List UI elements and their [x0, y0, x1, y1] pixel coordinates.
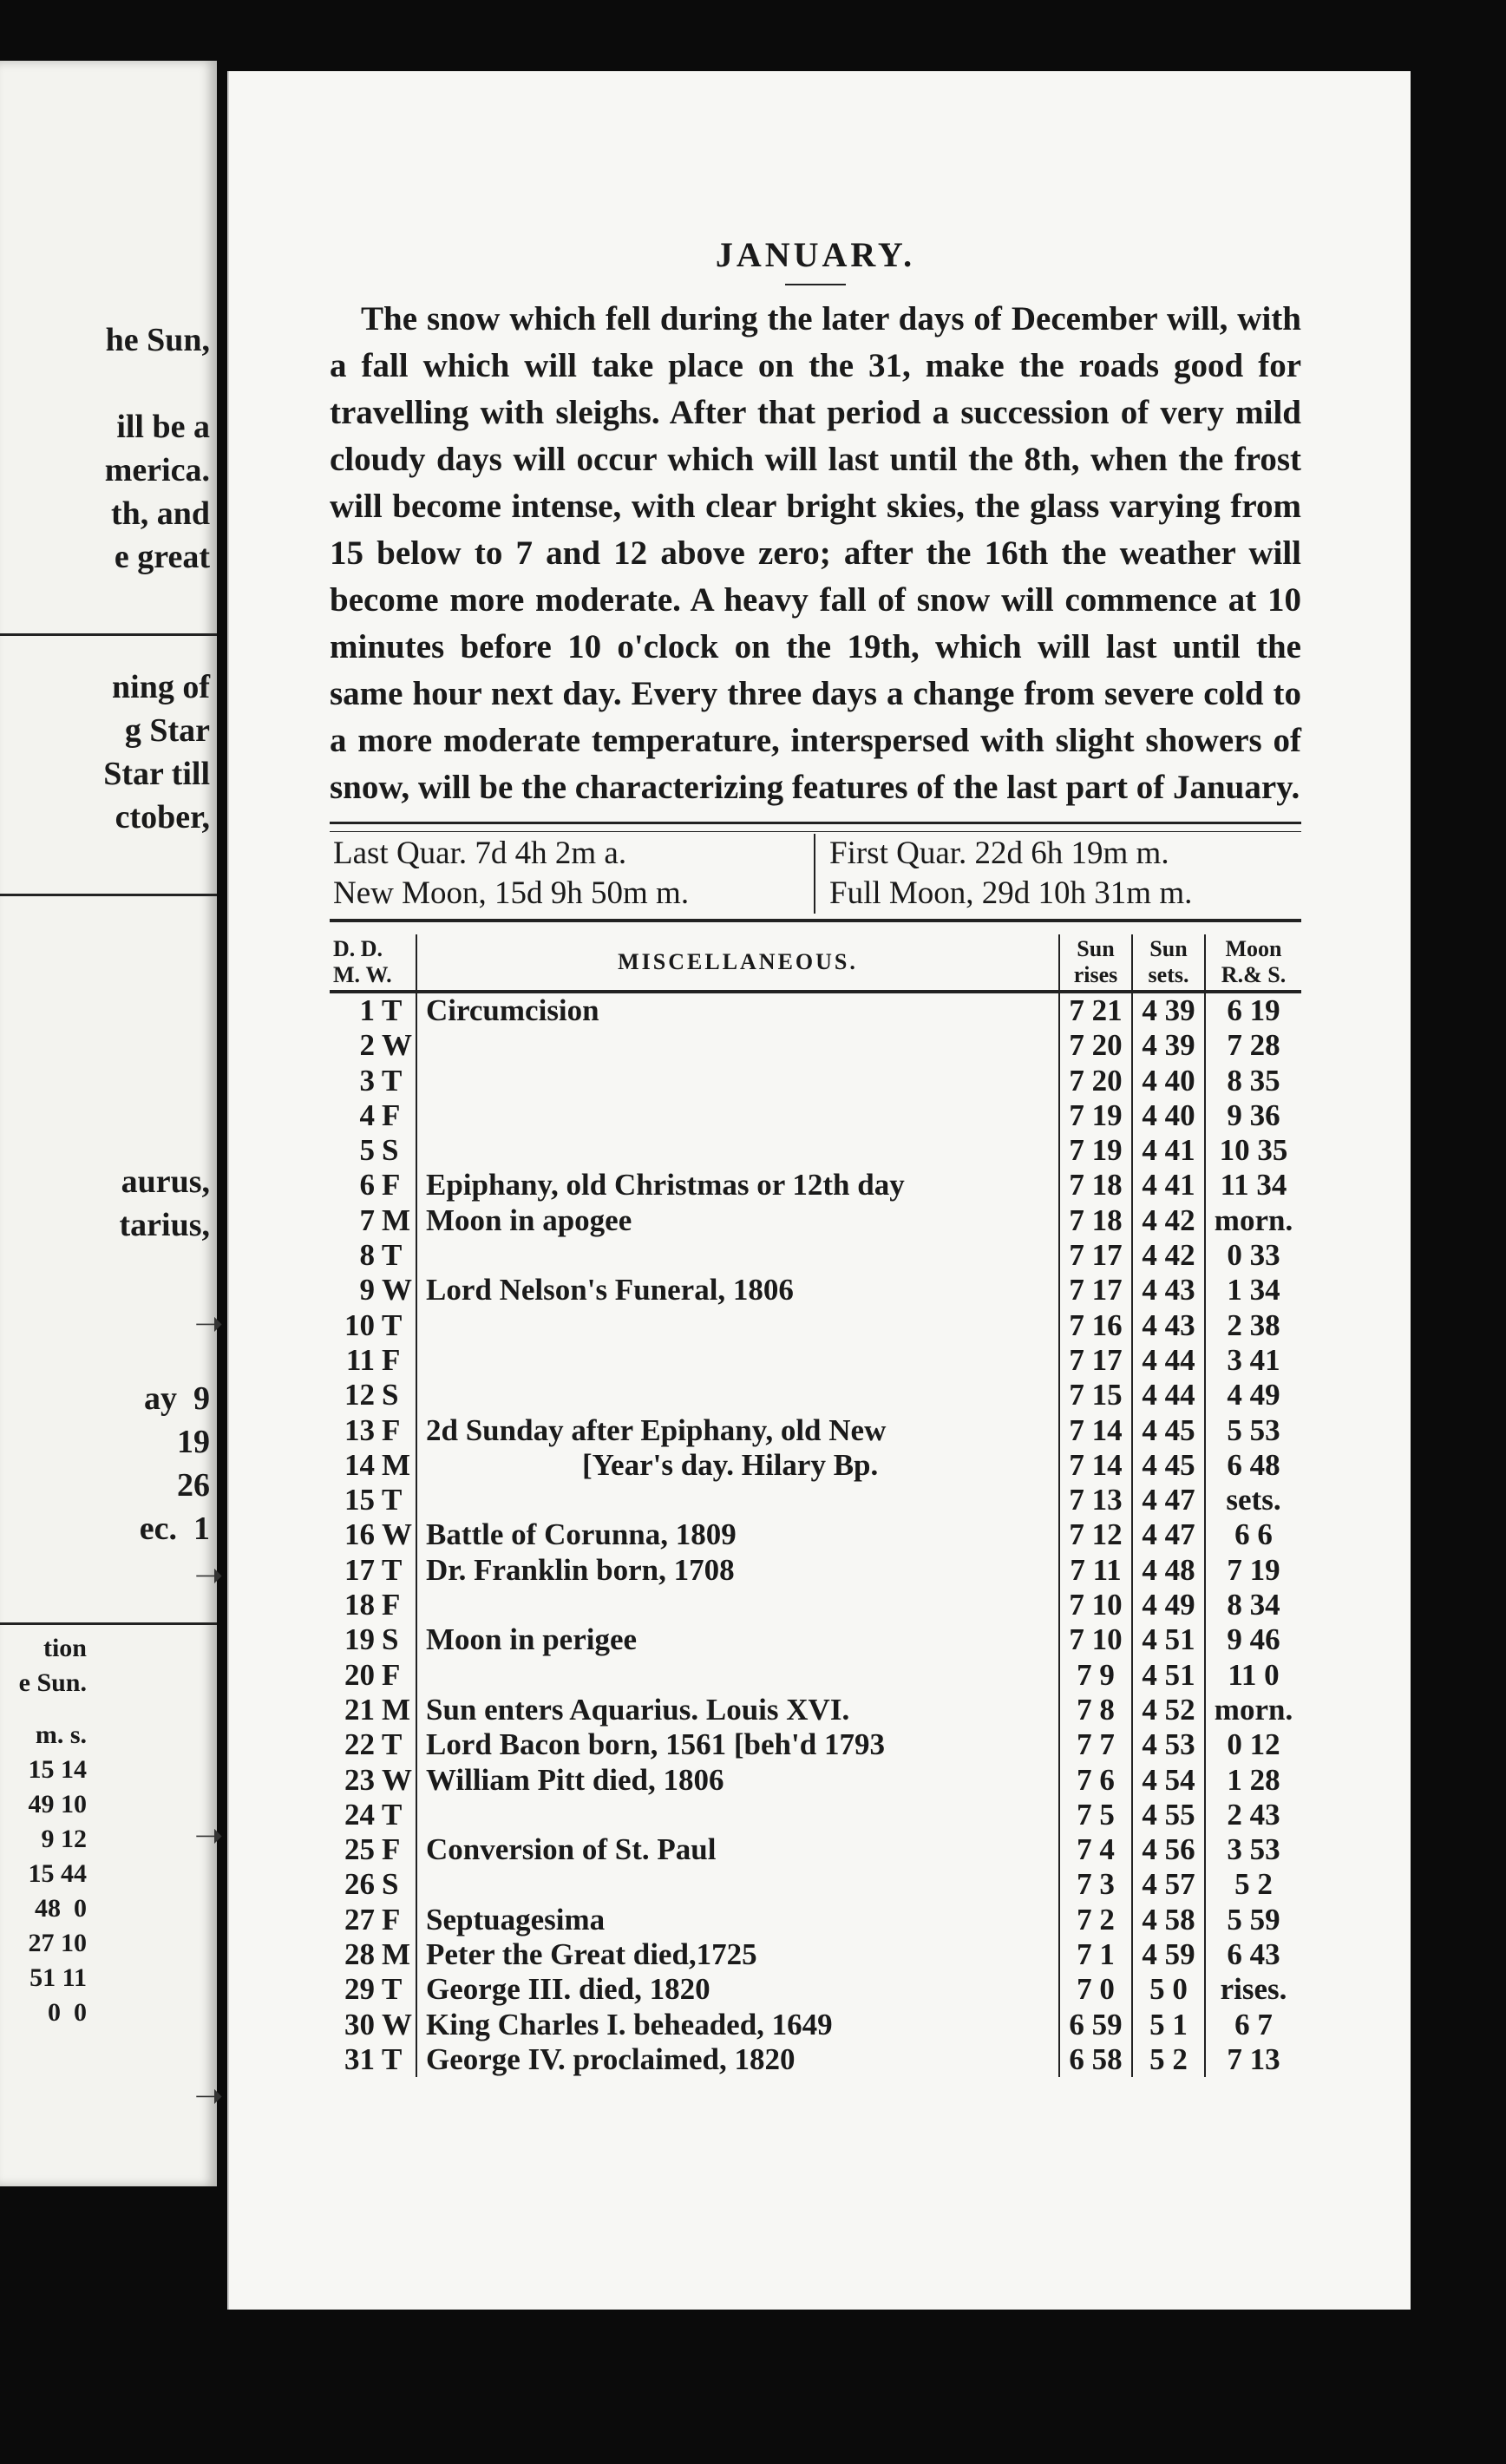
- miscellaneous-note: Dr. Franklin born, 1708: [426, 1552, 735, 1587]
- calendar-row: [330, 1308, 1301, 1343]
- day-of-month: 24: [344, 1797, 375, 1832]
- day-of-month: 8: [359, 1238, 375, 1273]
- header-m: M.: [333, 962, 361, 987]
- sun-rises: 7 9: [1059, 1658, 1132, 1693]
- day-of-month: 30: [344, 2007, 375, 2041]
- day-of-week: F: [378, 1588, 416, 1622]
- calendar-table: [330, 934, 1301, 2077]
- sun-rises: 7 2: [1059, 1903, 1132, 1937]
- left-page-fragment: 19: [177, 1424, 210, 1460]
- day-of-month: 16: [344, 1517, 375, 1552]
- moon-rise-set: 8 34: [1205, 1588, 1301, 1622]
- day-of-week: T: [378, 2042, 416, 2077]
- day-of-week: F: [378, 1658, 416, 1693]
- calendar-row: [330, 1413, 1301, 1448]
- left-table-header-line: e Sun.: [18, 1668, 87, 1697]
- margin-arrow-mark: ➝: [194, 1304, 224, 1343]
- moon-rise-set: morn.: [1205, 1203, 1301, 1238]
- miscellaneous-note: Lord Bacon born, 1561 [beh'd 1793: [426, 1727, 885, 1762]
- sun-sets: 4 42: [1132, 1203, 1205, 1238]
- header-sun-rises: [1059, 934, 1132, 992]
- sun-sets: 4 44: [1132, 1378, 1205, 1412]
- miscellaneous-note: Conversion of St. Paul: [426, 1832, 717, 1867]
- moon-rise-set: 6 19: [1205, 992, 1301, 1028]
- moon-rise-set: 3 41: [1205, 1343, 1301, 1378]
- margin-arrow-mark: ➝: [194, 2076, 224, 2115]
- day-of-month: 19: [344, 1622, 375, 1657]
- left-page-rule: [0, 1622, 217, 1625]
- day-of-month: 28: [344, 1937, 375, 1972]
- sun-rises: 6 58: [1059, 2042, 1132, 2077]
- day-of-week: W: [378, 1517, 416, 1552]
- day-of-week: W: [378, 1763, 416, 1798]
- left-table-value: 15 14: [28, 1755, 87, 1784]
- calendar-row: [330, 1133, 1301, 1168]
- header-d-week: D.: [360, 936, 383, 961]
- left-table-value: 48 0: [35, 1894, 87, 1923]
- sun-sets: 4 40: [1132, 1098, 1205, 1133]
- day-of-month: 26: [344, 1867, 375, 1902]
- calendar-row: [330, 1972, 1301, 2007]
- day-of-month: 27: [344, 1902, 375, 1936]
- sun-rises: 7 18: [1059, 1203, 1132, 1238]
- day-of-month: 6: [359, 1168, 375, 1203]
- day-of-week: T: [378, 1308, 416, 1343]
- calendar-row: [330, 1028, 1301, 1063]
- miscellaneous-note: George IV. proclaimed, 1820: [426, 2041, 796, 2076]
- header-miscellaneous: MISCELLANEOUS.: [416, 934, 1059, 992]
- day-of-week: W: [378, 1028, 416, 1063]
- day-of-week: T: [378, 1798, 416, 1832]
- sun-sets: 4 58: [1132, 1903, 1205, 1937]
- day-of-week: M: [378, 1448, 416, 1483]
- left-page-fragment: Star till: [103, 756, 210, 792]
- moon-rise-set: 5 2: [1205, 1867, 1301, 1902]
- sun-sets: 4 41: [1132, 1133, 1205, 1168]
- day-of-week: S: [378, 1133, 416, 1168]
- moon-rise-set: rises.: [1205, 1972, 1301, 2007]
- miscellaneous-note: 2d Sunday after Epiphany, old New: [426, 1412, 887, 1447]
- left-page-fragment: tarius,: [119, 1207, 210, 1243]
- sun-sets: 4 55: [1132, 1798, 1205, 1832]
- calendar-row: [330, 1203, 1301, 1238]
- day-of-month: 2: [359, 1028, 375, 1063]
- sun-rises: 7 6: [1059, 1763, 1132, 1798]
- sun-sets: 4 42: [1132, 1238, 1205, 1273]
- sun-sets: 4 45: [1132, 1448, 1205, 1483]
- moon-rise-set: 1 28: [1205, 1763, 1301, 1798]
- day-of-month: 4: [359, 1098, 375, 1132]
- calendar-row: [330, 2042, 1301, 2077]
- miscellaneous-note: [416, 1133, 1059, 1168]
- sun-sets: 4 47: [1132, 1483, 1205, 1517]
- day-of-month: 31: [344, 2041, 375, 2076]
- moon-rise-set: 5 53: [1205, 1413, 1301, 1448]
- sun-sets: 4 41: [1132, 1168, 1205, 1203]
- day-of-week: S: [378, 1622, 416, 1657]
- sun-sets: 4 40: [1132, 1064, 1205, 1098]
- calendar-row: [330, 1622, 1301, 1657]
- miscellaneous-note: Circumcision: [426, 993, 599, 1027]
- sun-rises: 7 4: [1059, 1832, 1132, 1867]
- calendar-row: [330, 1727, 1301, 1762]
- almanac-page: [194, 71, 1411, 2310]
- calendar-row: [330, 1168, 1301, 1203]
- sun-sets: 4 45: [1132, 1413, 1205, 1448]
- day-of-month: 18: [344, 1588, 375, 1622]
- calendar-row: [330, 2008, 1301, 2042]
- sun-rises: 7 11: [1059, 1553, 1132, 1588]
- day-of-week: T: [378, 992, 416, 1028]
- header-sun-sets: [1132, 934, 1205, 992]
- phases-right-column: [815, 834, 1301, 914]
- sun-rises: 7 7: [1059, 1727, 1132, 1762]
- day-columns-header: [330, 934, 416, 992]
- moon-rise-set: morn.: [1205, 1693, 1301, 1727]
- miscellaneous-note: [416, 1238, 1059, 1273]
- header-w: W.: [365, 962, 392, 987]
- day-of-month: 14: [344, 1447, 375, 1482]
- sun-rises: 7 20: [1059, 1064, 1132, 1098]
- calendar-row: [330, 1448, 1301, 1483]
- sun-sets: 4 43: [1132, 1273, 1205, 1307]
- moon-rise-set: 11 34: [1205, 1168, 1301, 1203]
- miscellaneous-note: Sun enters Aquarius. Louis XVI.: [426, 1692, 850, 1727]
- sun-sets: 4 47: [1132, 1517, 1205, 1552]
- day-of-month: 23: [344, 1762, 375, 1797]
- left-page-fragment: ill be a: [116, 409, 210, 445]
- sun-rises: 7 3: [1059, 1867, 1132, 1902]
- day-of-month: 12: [344, 1378, 375, 1412]
- day-of-week: T: [378, 1972, 416, 2007]
- moon-rise-set: 7 28: [1205, 1028, 1301, 1063]
- sun-rises: 7 8: [1059, 1693, 1132, 1727]
- sun-sets: 5 2: [1132, 2042, 1205, 2077]
- miscellaneous-note: [416, 1343, 1059, 1378]
- calendar-header-row: [330, 934, 1301, 992]
- day-of-month: 17: [344, 1552, 375, 1587]
- day-of-week: T: [378, 1553, 416, 1588]
- sun-rises: 7 19: [1059, 1133, 1132, 1168]
- moon-rise-set: 6 48: [1205, 1448, 1301, 1483]
- day-of-week: W: [378, 1273, 416, 1307]
- sun-rises: 7 17: [1059, 1238, 1132, 1273]
- miscellaneous-note: George III. died, 1820: [426, 1972, 710, 2007]
- miscellaneous-note: [416, 1798, 1059, 1832]
- left-page-rule: [0, 633, 217, 636]
- sun-sets: 4 43: [1132, 1308, 1205, 1343]
- left-page-rule: [0, 894, 217, 896]
- new-moon: New Moon, 15d 9h 50m m.: [333, 875, 690, 911]
- sun-sets: 4 53: [1132, 1727, 1205, 1762]
- day-of-month: 5: [359, 1133, 375, 1168]
- margin-arrow-mark: ➝: [194, 1556, 224, 1595]
- sun-rises: 7 20: [1059, 1028, 1132, 1063]
- day-of-week: F: [378, 1413, 416, 1448]
- miscellaneous-note: Lord Nelson's Funeral, 1806: [426, 1273, 794, 1307]
- day-of-month: 7: [359, 1203, 375, 1237]
- moon-rise-set: 2 38: [1205, 1308, 1301, 1343]
- sun-sets: 4 52: [1132, 1693, 1205, 1727]
- left-table-value: 0 0: [48, 1998, 87, 2027]
- header-moon-l2: R.& S.: [1221, 962, 1287, 987]
- left-table-value: 27 10: [28, 1929, 87, 1957]
- calendar-row: [330, 1832, 1301, 1867]
- moon-rise-set: 1 34: [1205, 1273, 1301, 1307]
- left-page-fragment: he Sun,: [105, 322, 210, 358]
- sun-sets: 4 48: [1132, 1553, 1205, 1588]
- left-page-fragment: ay 9: [144, 1380, 210, 1417]
- left-page-fragment: e great: [114, 539, 210, 575]
- page-content: [330, 234, 1301, 2077]
- day-of-week: M: [378, 1693, 416, 1727]
- calendar-row: [330, 1238, 1301, 1273]
- left-page-fragment: merica.: [104, 452, 210, 488]
- sun-sets: 4 54: [1132, 1763, 1205, 1798]
- sun-rises: 7 10: [1059, 1588, 1132, 1622]
- miscellaneous-note: Peter the Great died,1725: [426, 1937, 757, 1972]
- moon-phases: [330, 832, 1301, 922]
- calendar-row: [330, 1098, 1301, 1133]
- header-sun-sets-l1: Sun: [1149, 936, 1188, 961]
- moon-rise-set: 2 43: [1205, 1798, 1301, 1832]
- calendar-row: [330, 1937, 1301, 1972]
- header-sun-rises-l2: rises: [1073, 962, 1118, 987]
- moon-rise-set: 6 43: [1205, 1937, 1301, 1972]
- sun-sets: 4 56: [1132, 1832, 1205, 1867]
- sun-rises: 7 17: [1059, 1273, 1132, 1307]
- day-of-week: S: [378, 1378, 416, 1412]
- calendar-row: [330, 1273, 1301, 1307]
- sun-rises: 7 18: [1059, 1168, 1132, 1203]
- moon-rise-set: 6 7: [1205, 2008, 1301, 2042]
- sun-rises: 7 21: [1059, 992, 1132, 1028]
- miscellaneous-note: Moon in apogee: [426, 1203, 632, 1237]
- calendar-row: [330, 1064, 1301, 1098]
- miscellaneous-note: [416, 1308, 1059, 1343]
- left-page-fragment: 26: [177, 1467, 210, 1504]
- miscellaneous-note: Septuagesima: [426, 1902, 606, 1936]
- sun-sets: 4 57: [1132, 1867, 1205, 1902]
- day-of-week: F: [378, 1903, 416, 1937]
- sun-rises: 7 14: [1059, 1448, 1132, 1483]
- margin-arrow-mark: ➝: [194, 1816, 224, 1855]
- calendar-row: [330, 1588, 1301, 1622]
- calendar-row: [330, 1483, 1301, 1517]
- sun-rises: 7 0: [1059, 1972, 1132, 2007]
- calendar-row: [330, 1553, 1301, 1588]
- day-of-month: 20: [344, 1657, 375, 1692]
- day-of-week: W: [378, 2008, 416, 2042]
- day-of-month: 25: [344, 1832, 375, 1867]
- calendar-row: [330, 1343, 1301, 1378]
- day-of-week: S: [378, 1867, 416, 1902]
- header-moon-l1: Moon: [1225, 936, 1282, 961]
- day-of-month: 22: [344, 1727, 375, 1762]
- sun-rises: 7 1: [1059, 1937, 1132, 1972]
- last-quarter: Last Quar. 7d 4h 2m a.: [333, 836, 627, 871]
- calendar-row: [330, 992, 1301, 1028]
- header-moon: [1205, 934, 1301, 992]
- day-of-week: M: [378, 1203, 416, 1238]
- moon-rise-set: 0 33: [1205, 1238, 1301, 1273]
- sun-rises: 7 5: [1059, 1798, 1132, 1832]
- day-of-month: 11: [345, 1342, 375, 1377]
- sun-rises: 7 12: [1059, 1517, 1132, 1552]
- miscellaneous-note: [416, 1064, 1059, 1098]
- miscellaneous-note: Epiphany, old Christmas or 12th day: [426, 1168, 905, 1203]
- day-of-month: 1: [359, 993, 375, 1027]
- day-of-month: 13: [344, 1412, 375, 1447]
- moon-rise-set: 7 13: [1205, 2042, 1301, 2077]
- moon-rise-set: 6 6: [1205, 1517, 1301, 1552]
- miscellaneous-note: Moon in perigee: [426, 1622, 638, 1657]
- title-divider: [785, 284, 846, 285]
- moon-rise-set: 10 35: [1205, 1133, 1301, 1168]
- moon-rise-set: 8 35: [1205, 1064, 1301, 1098]
- left-facing-page: [0, 61, 217, 2186]
- moon-rise-set: 5 59: [1205, 1903, 1301, 1937]
- left-table-value: 15 44: [28, 1859, 87, 1888]
- left-table-value: 9 12: [41, 1825, 87, 1853]
- month-title: JANUARY.: [715, 235, 916, 274]
- day-of-week: F: [378, 1832, 416, 1867]
- miscellaneous-note: King Charles I. beheaded, 1649: [426, 2007, 833, 2041]
- left-table-value: 51 11: [29, 1963, 87, 1992]
- sun-sets: 4 49: [1132, 1588, 1205, 1622]
- day-of-week: M: [378, 1937, 416, 1972]
- moon-rise-set: 9 46: [1205, 1622, 1301, 1657]
- miscellaneous-note: [Year's day. Hilary Bp.: [582, 1447, 879, 1482]
- miscellaneous-note: [416, 1588, 1059, 1622]
- header-sun-sets-l2: sets.: [1148, 962, 1189, 987]
- sun-sets: 5 1: [1132, 2008, 1205, 2042]
- day-of-month: 10: [344, 1307, 375, 1342]
- day-of-month: 3: [359, 1063, 375, 1098]
- day-of-month: 9: [359, 1273, 375, 1307]
- day-of-week: T: [378, 1727, 416, 1762]
- calendar-row: [330, 1693, 1301, 1727]
- moon-rise-set: 4 49: [1205, 1378, 1301, 1412]
- calendar-row: [330, 1763, 1301, 1798]
- first-quarter: First Quar. 22d 6h 19m m.: [829, 836, 1169, 871]
- sun-rises: 7 19: [1059, 1098, 1132, 1133]
- calendar-row: [330, 1378, 1301, 1412]
- moon-rise-set: 9 36: [1205, 1098, 1301, 1133]
- phases-left-column: [330, 834, 815, 914]
- miscellaneous-note: Battle of Corunna, 1809: [426, 1517, 737, 1552]
- sun-sets: 5 0: [1132, 1972, 1205, 2007]
- sun-rises: 7 13: [1059, 1483, 1132, 1517]
- sun-sets: 4 44: [1132, 1343, 1205, 1378]
- sun-rises: 7 10: [1059, 1622, 1132, 1657]
- day-of-month: 15: [344, 1483, 375, 1517]
- miscellaneous-note: William Pitt died, 1806: [426, 1762, 724, 1797]
- sun-rises: 7 15: [1059, 1378, 1132, 1412]
- sun-sets: 4 39: [1132, 1028, 1205, 1063]
- day-of-week: T: [378, 1064, 416, 1098]
- day-of-week: F: [378, 1098, 416, 1133]
- left-page-fragment: g Star: [124, 712, 210, 749]
- left-page-fragment: ning of: [112, 669, 210, 705]
- left-table-header-line: tion: [43, 1634, 87, 1662]
- weather-paragraph: The snow which fell during the later days of December will, with a fall which will take place on the 31, make the roads good for travelling with sleighs. After that period a succession of very mild cloudy days will occur which will last until the 8th, when the frost will become intense, with clear bright skies, the glass varying from 15 below to 7 and 12 above zero; after the 16th the weather will become more moderate. A heavy fall of snow will commence at 10 minutes before 10 o'clock on the 19th, which will last until the same hour next day. Every three days a change from severe cold to a more moderate temperature, interspersed with slight showers of snow, will be the characterizing features of the last part of January.: [330, 300, 1301, 806]
- left-table-header: [0, 1631, 87, 1701]
- day-of-week: T: [378, 1483, 416, 1517]
- full-moon: Full Moon, 29d 10h 31m m.: [829, 875, 1193, 911]
- calendar-row: [330, 1658, 1301, 1693]
- day-of-month: 21: [344, 1692, 375, 1727]
- day-of-week: F: [378, 1343, 416, 1378]
- day-of-week: F: [378, 1168, 416, 1203]
- moon-rise-set: 11 0: [1205, 1658, 1301, 1693]
- sun-sets: 4 39: [1132, 992, 1205, 1028]
- sun-sets: 4 51: [1132, 1658, 1205, 1693]
- miscellaneous-note: [416, 1378, 1059, 1412]
- miscellaneous-note: [416, 1867, 1059, 1902]
- moon-rise-set: sets.: [1205, 1483, 1301, 1517]
- miscellaneous-note: [416, 1028, 1059, 1063]
- sun-sets: 4 59: [1132, 1937, 1205, 1972]
- moon-rise-set: 7 19: [1205, 1553, 1301, 1588]
- sun-sets: 4 51: [1132, 1622, 1205, 1657]
- header-d-month: D.: [333, 936, 356, 961]
- day-of-month: 29: [344, 1972, 375, 2007]
- left-table-value: 49 10: [28, 1790, 87, 1819]
- left-table-values: [0, 1718, 87, 2030]
- calendar-row: [330, 1867, 1301, 1902]
- calendar-body: [330, 992, 1301, 2077]
- calendar-row: [330, 1798, 1301, 1832]
- miscellaneous-note: [416, 1483, 1059, 1517]
- left-page-fragment: ec. 1: [139, 1511, 210, 1547]
- calendar-row: [330, 1903, 1301, 1937]
- left-table-value: m. s.: [35, 1720, 87, 1749]
- sun-rises: 7 17: [1059, 1343, 1132, 1378]
- sun-rises: 7 14: [1059, 1413, 1132, 1448]
- left-page-fragment: ctober,: [115, 799, 210, 836]
- miscellaneous-note: [416, 1658, 1059, 1693]
- moon-rise-set: 0 12: [1205, 1727, 1301, 1762]
- sun-rises: 6 59: [1059, 2008, 1132, 2042]
- moon-rise-set: 3 53: [1205, 1832, 1301, 1867]
- sun-rises: 7 16: [1059, 1308, 1132, 1343]
- miscellaneous-note: [416, 1098, 1059, 1133]
- day-of-week: T: [378, 1238, 416, 1273]
- header-sun-rises-l1: Sun: [1077, 936, 1115, 961]
- left-page-fragment: th, and: [110, 495, 210, 532]
- calendar-row: [330, 1517, 1301, 1552]
- left-page-fragment: aurus,: [121, 1163, 210, 1200]
- phases-top-rule: [330, 822, 1301, 832]
